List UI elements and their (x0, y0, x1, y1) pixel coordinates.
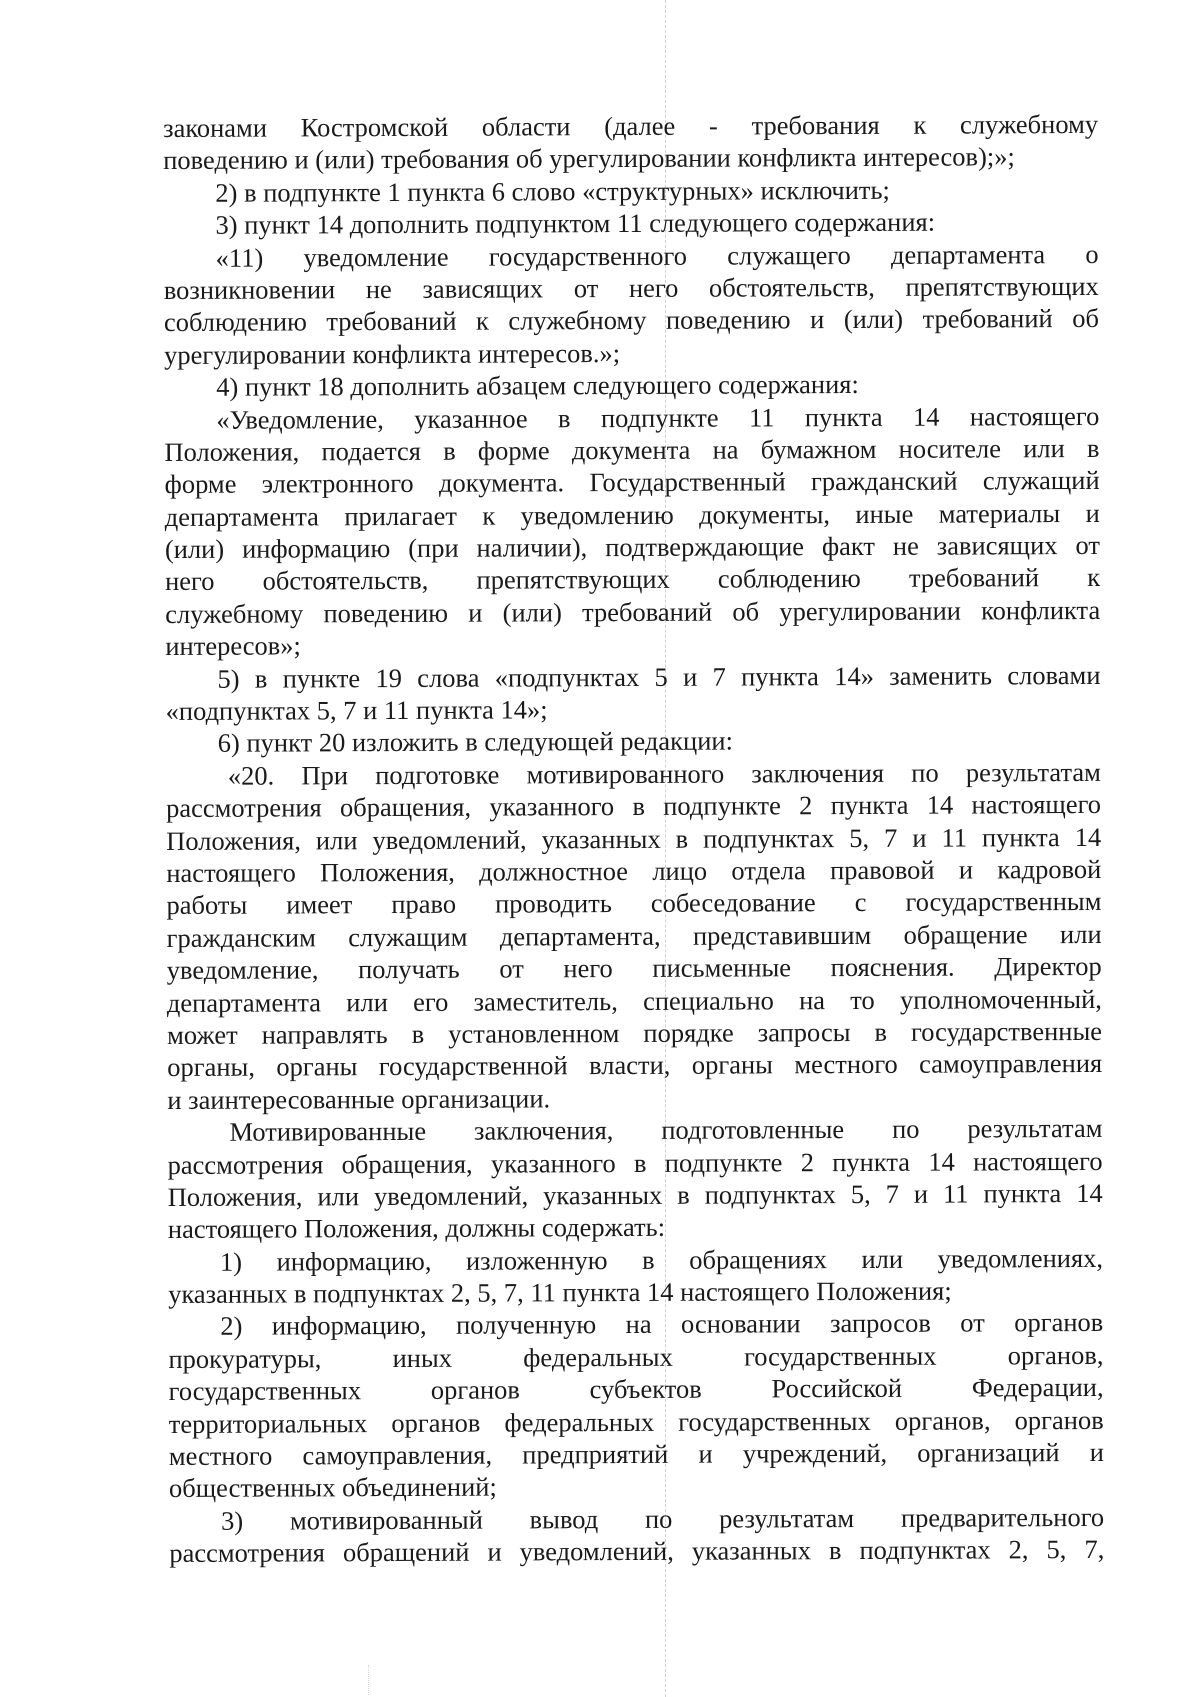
text-line: работы имеет право проводить собеседование с государственным (166, 886, 1102, 921)
text-line: «11) уведомление государственного служащего департамента о (215, 238, 1099, 273)
text-line: 5) в пункте 19 слова «подпунктах 5 и 7 пункта 14» заменить словами (217, 659, 1101, 694)
text-line: указанных в подпунктах 2, 5, 7, 11 пункта 14 настоящего Положения; (168, 1275, 952, 1310)
text-line: Положения, или уведомлений, указанных в подпунктах 5, 7 и 11 пункта 14 (166, 821, 1102, 856)
text-line: органы, органы государственной власти, органы местного самоуправления (167, 1048, 1103, 1083)
document-body (163, 108, 1104, 1570)
text-line: рассмотрения обращения, указанного в подпункте 2 пункта 14 настоящего (165, 789, 1102, 824)
text-line: 1) информацию, изложенную в обращениях или уведомлениях, (219, 1242, 1104, 1277)
text-line: 3) пункт 14 дополнить подпунктом 11 следующего содержания: (215, 206, 936, 240)
text-line: может направлять в установленном порядке запросы в государственные (166, 1015, 1103, 1050)
text-line: 4) пункт 18 дополнить абзацем следующего содержания: (216, 369, 859, 402)
text-line: интересов»; (165, 630, 301, 662)
text-line: форме электронного документа. Государственный гражданский служащий (164, 465, 1100, 500)
text-line: рассмотрения обращений и уведомлений, указанных в подпунктах 2, 5, 7, (169, 1534, 1105, 1569)
text-line: государственных органов субъектов Российской Федерации, (168, 1372, 1104, 1407)
text-line: территориальных органов федеральных государственных органов, органов (168, 1404, 1104, 1439)
text-line: и заинтересованные организации. (167, 1083, 551, 1115)
text-line: общественных объединений; (168, 1471, 497, 1504)
text-line: урегулировании конфликта интересов.»; (163, 337, 621, 370)
text-line: служебному поведению и (или) требований об урегулировании конфликта (165, 594, 1101, 629)
text-line: настоящего Положения, должностное лицо отдела правовой и кадровой (166, 853, 1102, 888)
text-line: «подпунктах 5, 7 и 11 пункта 14»; (165, 694, 548, 727)
text-line: «20. При подготовке мотивированного заключения по результатам (227, 756, 1101, 791)
text-line: него обстоятельств, препятствующих соблюдению требований к (164, 562, 1101, 597)
text-line: Положения, подается в форме документа на бумажном носителе или в (164, 432, 1100, 467)
text-line: департамента или его заместитель, специально на то уполномоченный, (166, 983, 1102, 1018)
text-line: 6) пункт 20 изложить в следующей редакции: (217, 725, 733, 759)
text-line: местного самоуправления, предприятий и учреждений, организаций и (168, 1436, 1104, 1472)
text-line: (или) информацию (при наличии), подтверждающие факт не зависящих от (164, 529, 1100, 565)
text-line: 3) мотивированный вывод по результатам предварительного (221, 1501, 1105, 1536)
text-line: поведению и (или) требования об урегулировании конфликта интересов);»; (163, 141, 1015, 176)
text-line: возникновении не зависящих от него обстоятельств, препятствующих (163, 270, 1099, 305)
text-line: Положения, или уведомлений, указанных в подпунктах 5, 7 и 11 пункта 14 (167, 1177, 1103, 1212)
text-line: «Уведомление, указанное в подпункте 11 пункта 14 настоящего (216, 400, 1100, 435)
text-line: законами Костромской области (далее - требования к служебному (163, 108, 1099, 143)
text-line: 2) в подпункте 1 пункта 6 слово «структурных» исключить; (215, 174, 890, 208)
text-line: Мотивированные заключения, подготовленные по результатам (229, 1113, 1103, 1147)
text-line: уведомление, получать от него письменные пояснения. Директор (166, 951, 1102, 986)
text-line: соблюдению требований к служебному поведению и (или) требований об (163, 303, 1099, 338)
text-line: 2) информацию, полученную на основании запросов от органов (220, 1307, 1104, 1342)
text-line: настоящего Положения, должны содержать: (167, 1212, 666, 1245)
text-line: гражданским служащим департамента, представившим обращение или (166, 918, 1102, 953)
scan-artifact (368, 1665, 370, 1695)
text-line: рассмотрения обращения, указанного в подпункте 2 пункта 14 настоящего (167, 1145, 1103, 1180)
text-line: департамента прилагает к уведомлению документы, иные материалы и (164, 497, 1100, 532)
text-line: прокуратуры, иных федеральных государственных органов, (168, 1339, 1104, 1374)
